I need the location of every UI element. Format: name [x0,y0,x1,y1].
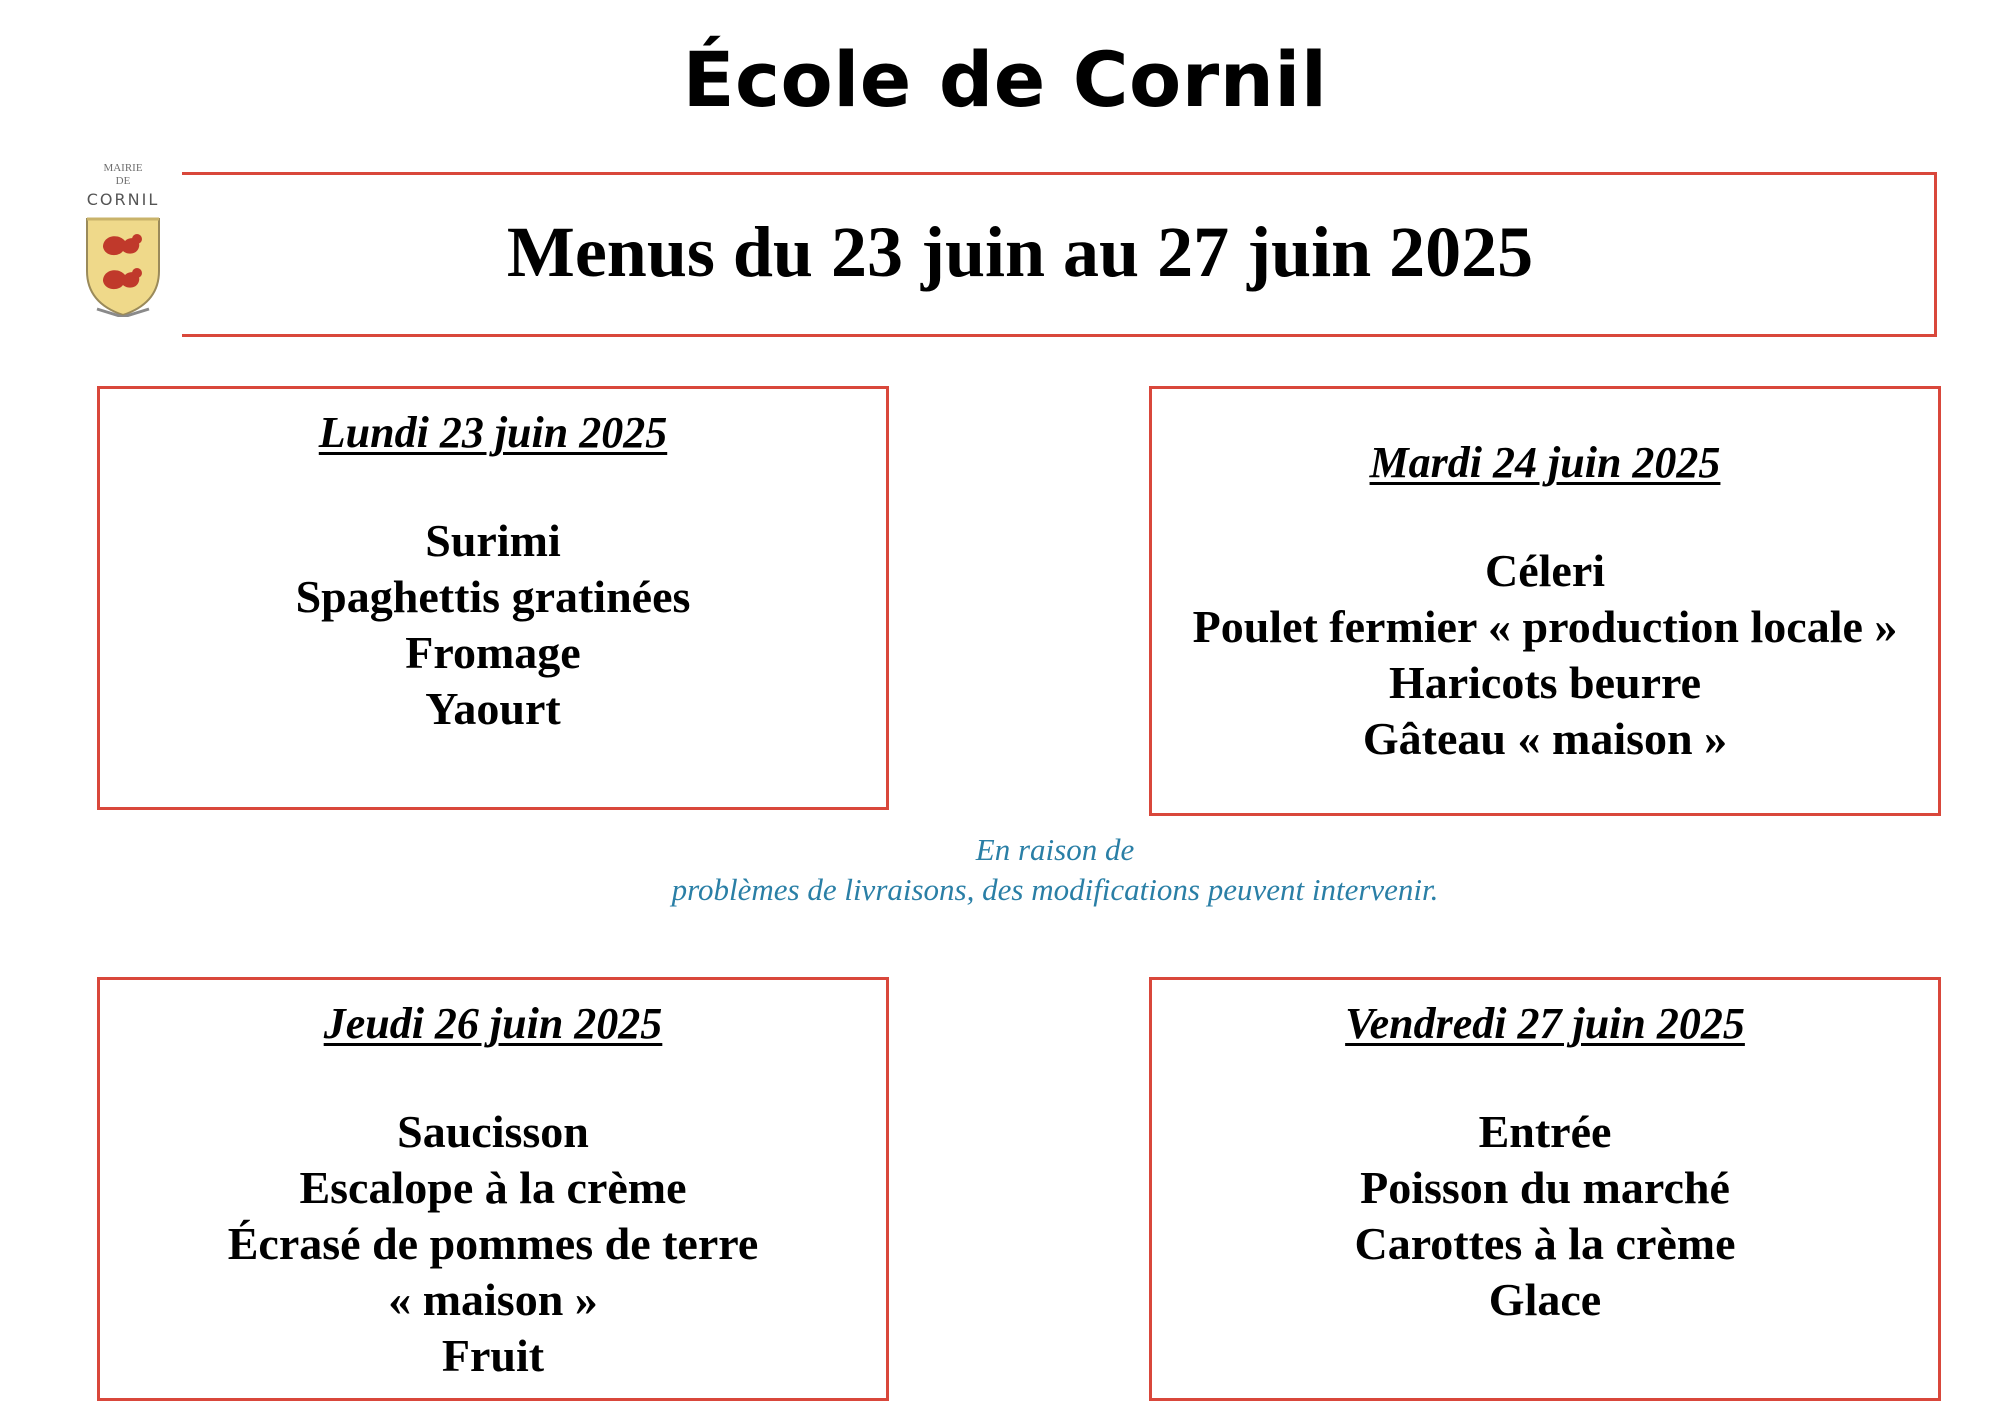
dish-item: Entrée [1478,1106,1612,1157]
dish-item: Fruit [441,1330,545,1381]
dish-item: Haricots beurre [1388,657,1702,708]
day-title: Jeudi 26 juin 2025 [323,999,663,1048]
dish-item: Fromage [405,627,581,678]
dish-item: Escalope à la crème [299,1162,687,1213]
logo-town-name: CORNIL [86,190,160,209]
dish-item: Gâteau « maison » [1362,713,1728,764]
dish-item: Poulet fermier « production locale » [1192,601,1898,652]
dish-list [1152,1104,1938,1328]
page-title: École de Cornil [682,35,1328,124]
dish-list [1152,543,1938,767]
day-menu-vendredi [1149,977,1941,1401]
dish-list [100,1104,886,1384]
dish-item: Carottes à la crème [1354,1218,1736,1269]
day-title: Lundi 23 juin 2025 [318,408,668,457]
coat-of-arms-icon [81,213,165,317]
dish-item: Céleri [1484,545,1606,596]
dish-list [100,513,886,737]
day-menu-jeudi [97,977,889,1401]
mairie-logo [64,158,182,348]
dish-item: Écrasé de pommes de terre [227,1218,759,1269]
dish-item: « maison » [388,1274,598,1325]
dish-item: Glace [1488,1274,1602,1325]
day-menu-mardi [1149,386,1941,816]
logo-mairie-text: MAIRIE DE [103,162,143,187]
dish-item: Poisson du marché [1360,1162,1730,1213]
day-title: Vendredi 27 juin 2025 [1345,999,1745,1048]
dish-item: Surimi [425,515,561,566]
dish-item: Saucisson [397,1106,589,1157]
dish-item: Spaghettis gratinées [295,571,691,622]
menu-period-title: Menus du 23 juin au 27 juin 2025 [506,212,1534,292]
day-title: Mardi 24 juin 2025 [1369,438,1721,487]
day-menu-lundi [97,386,889,810]
dish-item: Yaourt [425,683,561,734]
delivery-notice: En raison de problèmes de livraisons, des modifications peuvent intervenir. [671,832,1439,907]
